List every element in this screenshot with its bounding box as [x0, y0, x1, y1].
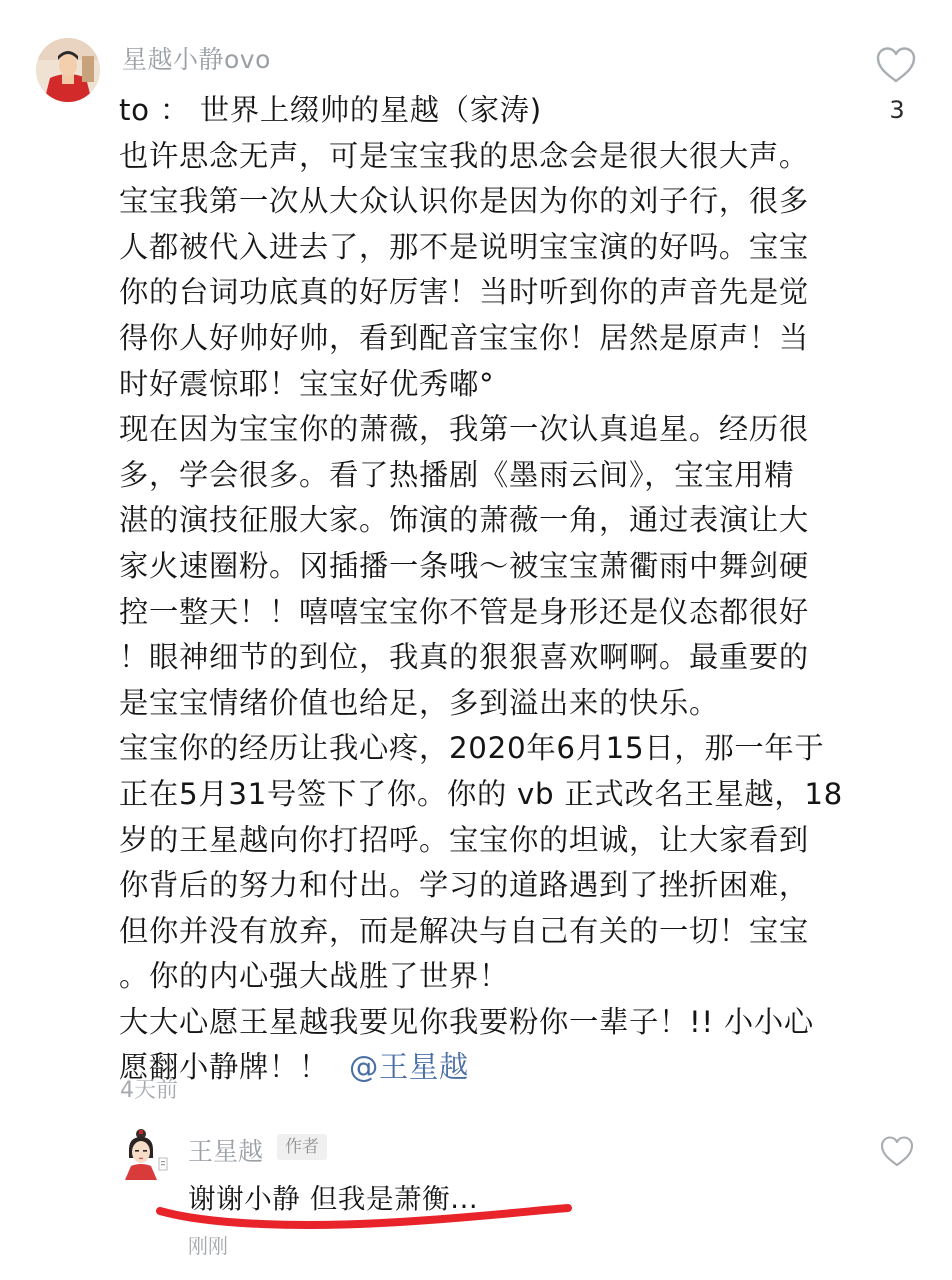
reply-username[interactable]: 王星越 [188, 1137, 264, 1166]
author-reply [0, 1120, 952, 1280]
commenter-username[interactable]: 星越小静ovo [122, 45, 271, 74]
comment-last-line [119, 1045, 849, 1091]
comment-line: 你的台词功底真的好厉害！当时听到你的声音先是觉 [119, 275, 809, 310]
comment-line: 现在因为宝宝你的萧薇，我第一次认真追星。经历很 [119, 412, 809, 447]
comment-line: 时好震惊耶！宝宝好优秀嘟° [119, 366, 495, 401]
comment-line: 也许思念无声，可是宝宝我的思念会是很大很大声。 [119, 138, 809, 173]
comment-line: 你背后的努力和付出。学习的道路遇到了挫折困难， [119, 868, 809, 903]
comment-line: 多，学会很多。看了热播剧《墨雨云间》，宝宝用精 [119, 457, 795, 492]
author-badge: 作者 [277, 1134, 327, 1160]
comment-line: 家火速圈粉。冈插播一条哦～被宝宝萧衢雨中舞剑硬 [119, 548, 809, 583]
comment-line: 但你并没有放弃，而是解决与自己有关的一切！宝宝 [119, 913, 809, 948]
like-button[interactable] [873, 42, 919, 88]
comment-line: 大大心愿王星越我要见你我要粉你一辈子！!! 小小心 [119, 1004, 814, 1039]
comment-line-text: 愿翻小静牌！！ [119, 1050, 329, 1085]
comment-line: 岁的王星越向你打招呼。宝宝你的坦诚，让大家看到 [119, 822, 809, 857]
reply-timestamp: 刚刚 [188, 1234, 228, 1258]
comment-line: 。你的内心强大战胜了世界！ [119, 959, 509, 994]
commenter-avatar[interactable] [36, 38, 100, 102]
comment-line: 正在5月31号签下了你。你的 vb 正式改名王星越，18 [119, 776, 843, 811]
comment-line: 宝宝你的经历让我心疼，2020年6月15日，那一年于 [119, 731, 825, 766]
comment-line: 得你人好帅好帅，看到配音宝宝你！居然是原声！当 [119, 320, 809, 355]
like-count: 3 [889, 96, 905, 124]
comment-body [119, 88, 849, 1091]
mention-link[interactable]: @王星越 [348, 1050, 469, 1085]
comment-line: 湛的演技征服大家。饰演的萧薇一角，通过表演让大 [119, 503, 809, 538]
comment-line: ！眼神细节的到位，我真的狠狠喜欢啊啊。最重要的 [119, 640, 809, 675]
heart-outline-icon [873, 42, 919, 88]
comment-line: 是宝宝情绪价值也给足，多到溢出来的快乐。 [119, 685, 719, 720]
comment-timestamp: 4天前 [120, 1078, 178, 1103]
reply-avatar[interactable] [121, 1128, 169, 1180]
comment-line: 控一整天！！嘻嘻宝宝你不管是身形还是仪态都很好 [119, 594, 809, 629]
reply-like-button[interactable] [878, 1132, 916, 1170]
reply-text: 谢谢小静 但我是萧衡... [188, 1183, 479, 1215]
comment-line: 人都被代入进去了，那不是说明宝宝演的好吗。宝宝 [119, 229, 809, 264]
comment-line: 宝宝我第一次从大众认识你是因为你的刘子行，很多 [119, 184, 809, 219]
heart-outline-icon [878, 1132, 916, 1170]
comment-line: to ： 世界上缀帅的星越（家涛) [119, 93, 542, 127]
